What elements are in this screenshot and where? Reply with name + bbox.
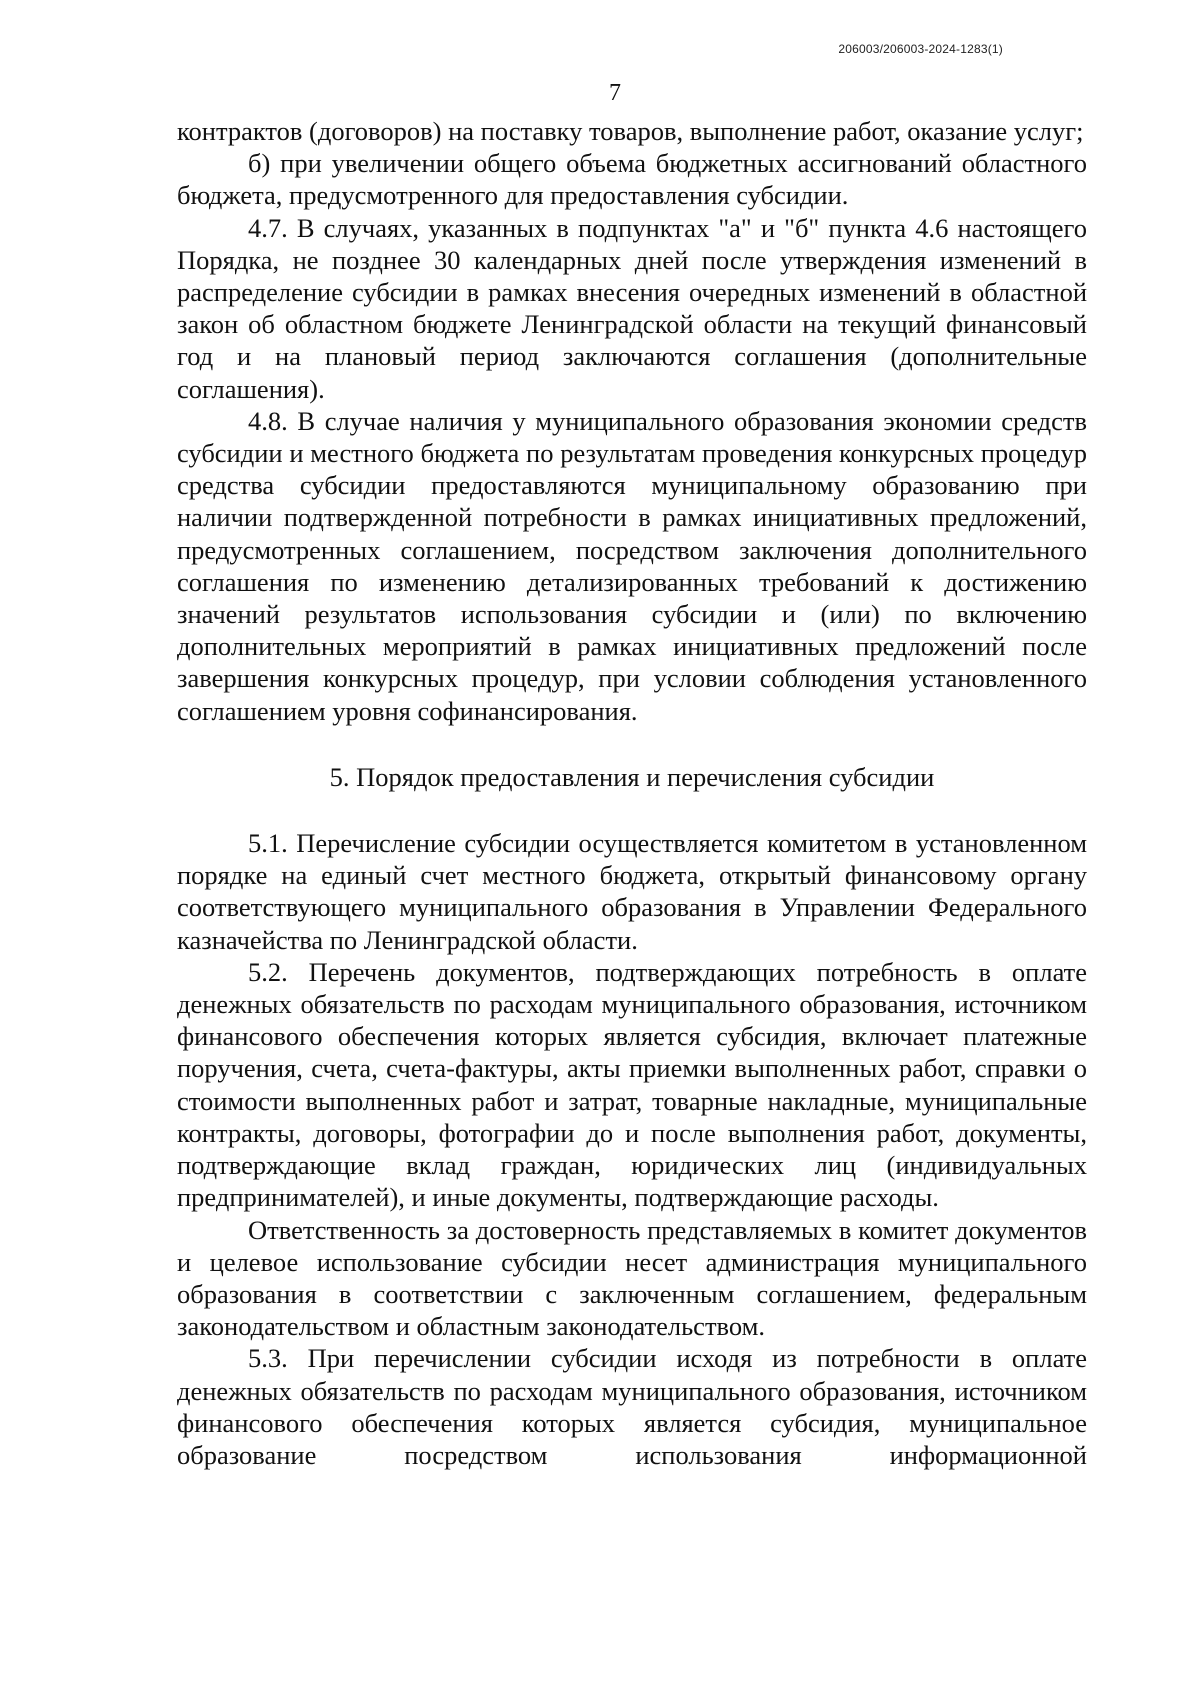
paragraph-responsibility: Ответственность за достоверность представляемых в комитет документов и целевое использование субсидии несет администрация муниципального образования в соответствии с заключенным соглашением, федеральным законодательством и областным законодательством. <box>177 1214 1087 1342</box>
paragraph-5-2: 5.2. Перечень документов, подтверждающих потребность в оплате денежных обязательств по расходам муниципального образования, источником финансового обеспечения которых является субсидия, включает платежные поручения, счета, счета-фактуры, акты приемки выполненных работ, справки о стоимости выполненных работ и затрат, товарные накладные, муниципальные контракты, договоры, фотографии до и после выполнения работ, документы, подтверждающие вклад граждан, юридических лиц (индивидуальных предпринимателей), и иные документы, подтверждающие расходы. <box>177 956 1087 1213</box>
page-number: 7 <box>609 80 621 106</box>
document-id: 206003/206003-2024-1283(1) <box>838 42 1003 56</box>
paragraph-4-7: 4.7. В случаях, указанных в подпунктах "а" и "б" пункта 4.6 настоящего Порядка, не позднее 30 календарных дней после утверждения изменений в распределение субсидии в рамках внесения очередных изменений в областной закон об областном бюджете Ленинградской области на текущий финансовый год и на плановый период заключаются соглашения (дополнительные соглашения). <box>177 212 1087 404</box>
paragraph-4-6-b: б) при увеличении общего объема бюджетных ассигнований областного бюджета, предусмотренного для предоставления субсидии. <box>177 148 1087 211</box>
paragraph-continuation: контрактов (договоров) на поставку товаров, выполнение работ, оказание услуг; <box>177 116 1084 146</box>
paragraph-5-1: 5.1. Перечисление субсидии осуществляется комитетом в установленном порядке на единый счет местного бюджета, открытый финансовому органу соответствующего муниципального образования в Управлении Федерального казначейства по Ленинградской области. <box>177 828 1087 955</box>
paragraph-5-3: 5.3. При перечислении субсидии исходя из потребности в оплате денежных обязательств по расходам муниципального образования, источником финансового обеспечения которых является субсидия, муниципальное образование посредством использования информационной <box>177 1343 1087 1470</box>
document-body <box>177 115 1087 1471</box>
paragraph-4-8: 4.8. В случае наличия у муниципального образования экономии средств субсидии и местного бюджета по результатам проведения конкурсных процедур средства субсидии предоставляются муниципальному образованию при наличии подтвержденной потребности в рамках инициативных предложений, предусмотренных соглашением, посредством заключения дополнительного соглашения по изменению детализированных требований к достижению значений результатов использования субсидии и (или) по включению дополнительных мероприятий в рамках инициативных предложений после завершения конкурсных процедур, при условии соблюдения установленного соглашением уровня софинансирования. <box>177 405 1087 726</box>
section-heading: 5. Порядок предоставления и перечисления субсидии <box>329 761 935 792</box>
